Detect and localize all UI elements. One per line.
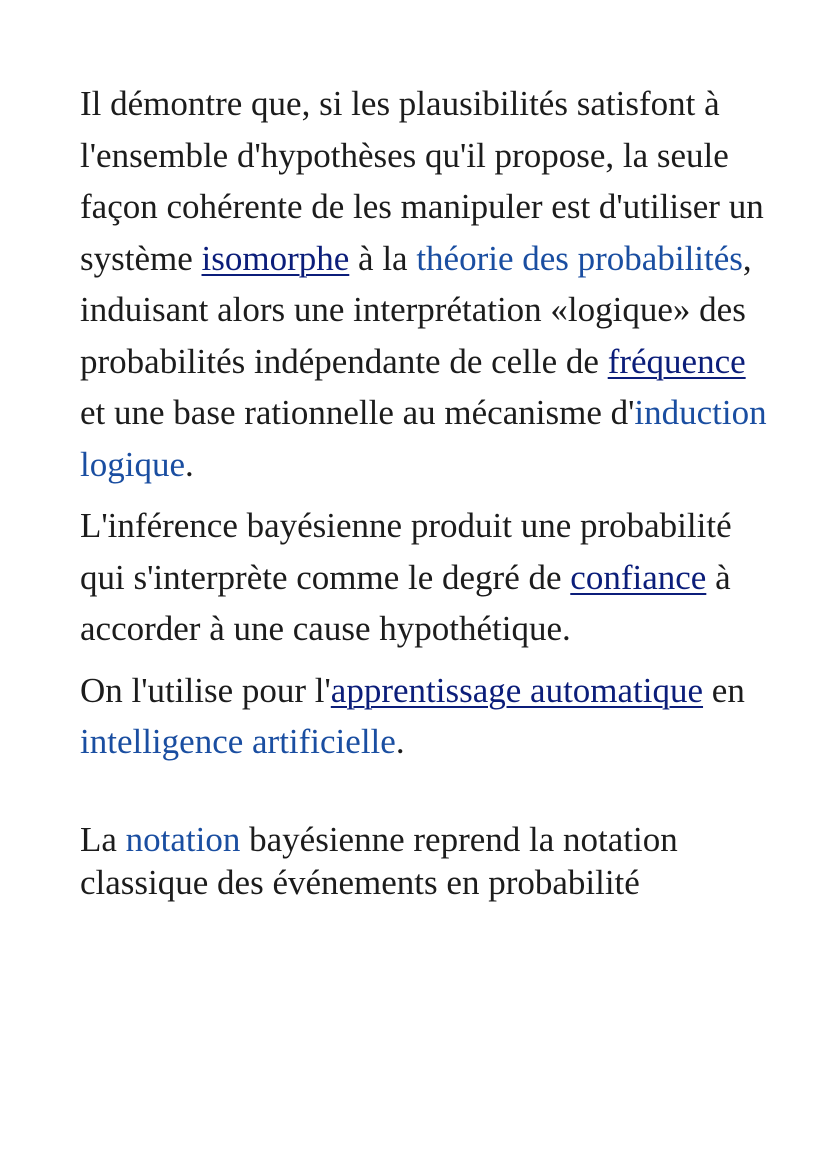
text-segment: bayésienne reprend la notation classique des événements en probabilité	[80, 819, 678, 902]
link-intelligence-artificielle[interactable]: intelligence artificielle	[80, 722, 396, 761]
link-theorie-des-probabilites[interactable]: théorie des probabilités	[416, 238, 743, 278]
text-segment: à accorder à une cause hypothétique.	[80, 557, 731, 648]
text-segment: et une base rationnelle au mécanisme d'	[80, 393, 635, 432]
text-segment: .	[184, 444, 194, 484]
link-frequence[interactable]: fréquence	[607, 341, 746, 381]
text-segment: , induisant alors une interprétation «logique» des probabilités indépendante de celle de	[80, 238, 752, 381]
link-induction-logique[interactable]: induction logique	[80, 393, 767, 484]
paragraph-plausibilites	[80, 78, 770, 490]
link-confiance[interactable]: confiance	[570, 557, 707, 597]
text-segment: .	[395, 722, 405, 761]
text-segment: Il démontre que, si les plausibilités satisfont à l'ensemble d'hypothèses qu'il propose, la seule façon cohérente de les manipuler est d'utiliser un système	[80, 84, 764, 278]
text-segment: à la	[349, 238, 417, 278]
paragraph-notation	[80, 818, 770, 904]
text-segment: On l'utilise pour l'	[80, 670, 331, 710]
text-segment: La	[80, 819, 126, 859]
text-segment: en	[703, 670, 745, 710]
link-notation[interactable]: notation	[125, 819, 241, 859]
paragraph-inference	[80, 500, 770, 655]
link-apprentissage-automatique[interactable]: apprentissage automatique	[330, 670, 704, 710]
paragraph-apprentissage	[80, 665, 770, 768]
text-segment: L'inférence bayésienne produit une probabilité qui s'interprète comme le degré de	[80, 506, 732, 597]
article-body	[80, 78, 770, 914]
link-isomorphe[interactable]: isomorphe	[201, 238, 350, 278]
